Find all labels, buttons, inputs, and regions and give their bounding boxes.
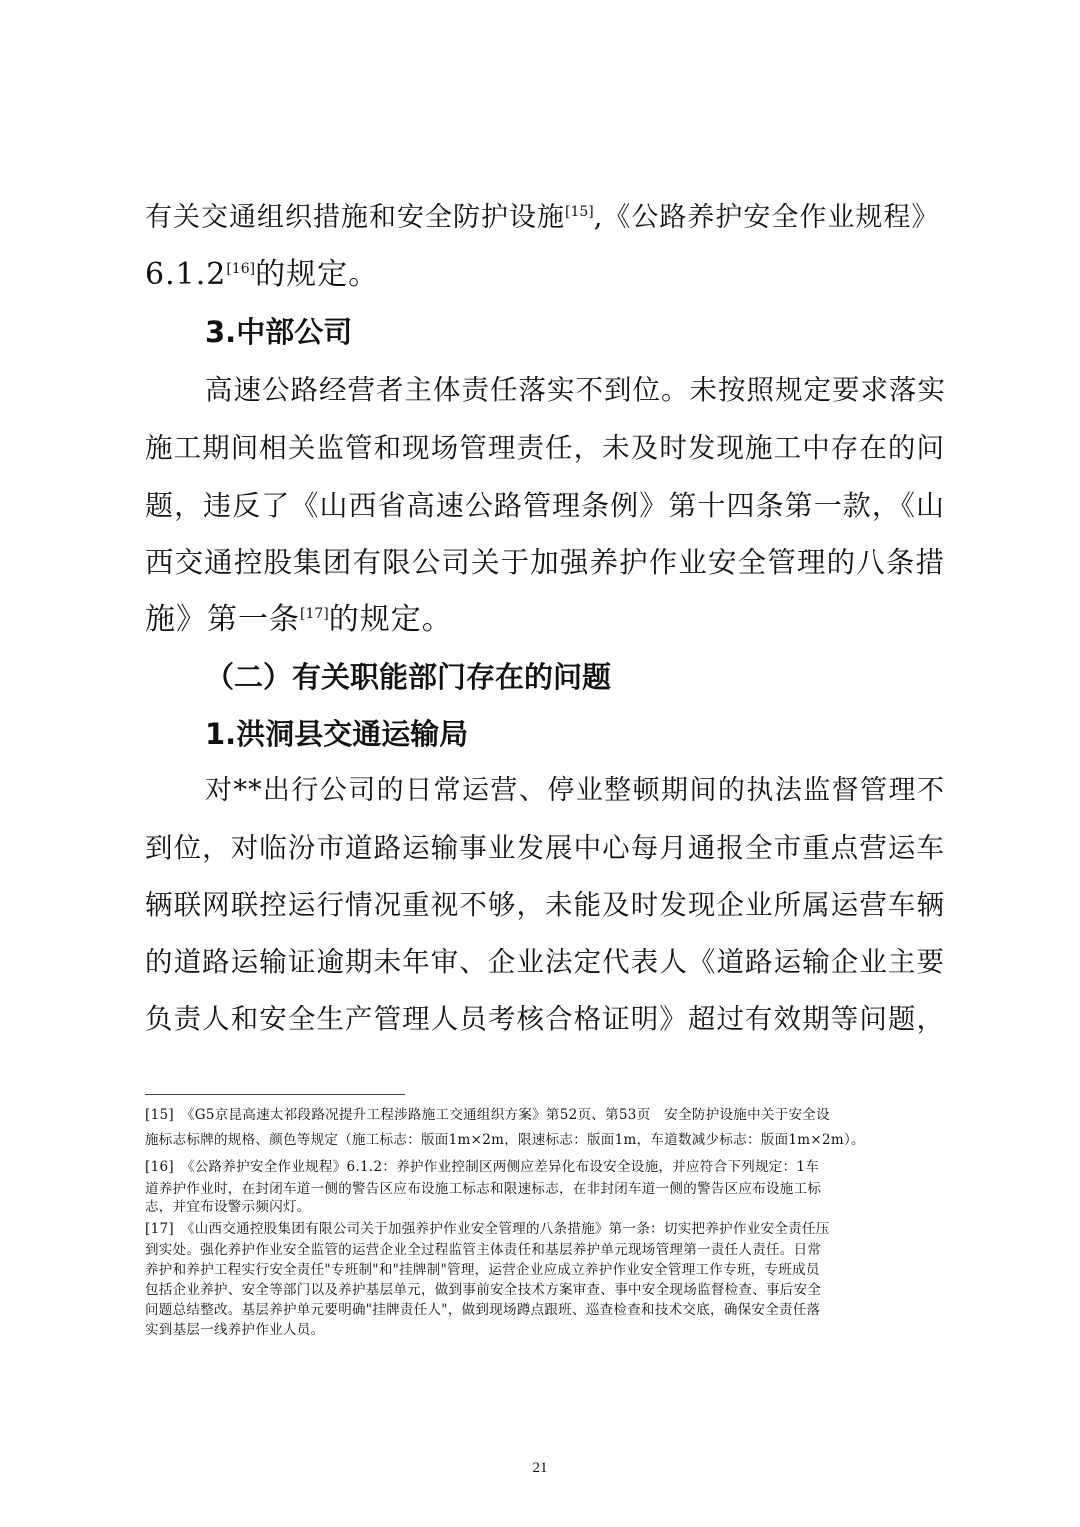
section-heading-departments: （二）有关职能部门存在的问题 bbox=[205, 660, 612, 694]
body-line: 对**出行公司的日常运营、停业整顿期间的执法监督管理不 bbox=[205, 775, 945, 806]
body-text: 的规定。 bbox=[255, 257, 380, 292]
footnote-17-cont: 到实处。强化养护作业安全监管的运营企业全过程监管主体责任和基层养护单元现场管理第一责任人责任。日常 bbox=[145, 1242, 822, 1258]
footnote-17-cont: 实到基层一线养护作业人员。 bbox=[145, 1322, 325, 1338]
footnote-15-cont: 施标志标牌的规格、颜色等规定（施工标志：版面1m×2m，限速标志：版面1m，车道数减少标志：版面1m×2m）。 bbox=[145, 1132, 865, 1148]
body-line: 到位，对临汾市道路运输事业发展中心每月通报全市重点营运车 bbox=[145, 832, 945, 864]
body-text: 有关交通组织措施和安全防护设施 bbox=[145, 202, 565, 233]
body-line: 辆联网联控运行情况重视不够，未能及时发现企业所属运营车辆 bbox=[145, 889, 945, 921]
footnote-ref-15: [15] bbox=[565, 204, 594, 220]
footnote-16-cont: 志，并宜布设警示频闪灯。 bbox=[145, 1199, 311, 1215]
body-line bbox=[145, 200, 945, 236]
body-line bbox=[145, 257, 945, 293]
footnote-separator bbox=[145, 1094, 405, 1095]
body-text: 的规定。 bbox=[328, 602, 453, 637]
body-line: 题，违反了《山西省高速公路管理条例》第十四条第一款，《山 bbox=[145, 489, 945, 522]
section-heading-hongdong: 1.洪洞县交通运输局 bbox=[205, 717, 469, 751]
body-line bbox=[145, 602, 945, 638]
footnote-17-cont: 包括企业养护、安全等部门以及养护基层单元，做到事前安全技术方案审查、事中安全现场监督检查、事后安全 bbox=[145, 1282, 822, 1298]
footnote-17: [17] 《山西交通控股集团有限公司关于加强养护作业安全管理的八条措施》第一条：切实把养护作业安全责任压 bbox=[145, 1221, 830, 1237]
body-line: 施工期间相关监管和现场管理责任，未及时发现施工中存在的问 bbox=[145, 432, 945, 464]
body-line: 高速公路经营者主体责任落实不到位。未按照规定要求落实 bbox=[205, 374, 946, 406]
body-line: 负责人和安全生产管理人员考核合格证明》超过有效期等问题， bbox=[145, 1003, 945, 1035]
footnote-17-cont: 问题总结整改。基层养护单元要明确"挂牌责任人"，做到现场蹲点跟班、巡查检查和技术交底，确保安全责任落 bbox=[145, 1302, 821, 1318]
footnote-ref-17: [17] bbox=[300, 606, 329, 622]
body-text: 6.1.2 bbox=[145, 257, 227, 292]
footnote-16-cont: 道养护作业时，在封闭车道一侧的警告区应布设施工标志和限速标志，在非封闭车道一侧的警告区应布设施工标 bbox=[145, 1181, 822, 1197]
body-text: ,《公路养护安全作业规程》 bbox=[593, 202, 940, 233]
footnote-17-cont: 养护和养护工程实行安全责任"专班制"和"挂牌制"管理，运营企业应成立养护作业安全管理工作专班，专班成员 bbox=[145, 1262, 820, 1278]
footnote-15: [15] 《G5京昆高速太祁段路况提升工程涉路施工交通组织方案》第52页、第53页 安全防护设施中关于安全设 bbox=[145, 1107, 830, 1123]
body-text: 施》第一条 bbox=[145, 602, 300, 637]
body-line: 的道路运输证逾期未年审、企业法定代表人《道路运输企业主要 bbox=[145, 946, 945, 978]
page-number: 21 bbox=[532, 1460, 548, 1476]
footnote-ref-16: [16] bbox=[226, 261, 256, 277]
footnote-16: [16] 《公路养护安全作业规程》6.1.2：养护作业控制区两侧应差异化布设安全设施，并应符合下列规定：1车 bbox=[145, 1159, 820, 1175]
section-heading-zhongbu: 3.中部公司 bbox=[205, 315, 353, 349]
body-line: 西交通控股集团有限公司关于加强养护作业安全管理的八条措 bbox=[145, 546, 945, 579]
